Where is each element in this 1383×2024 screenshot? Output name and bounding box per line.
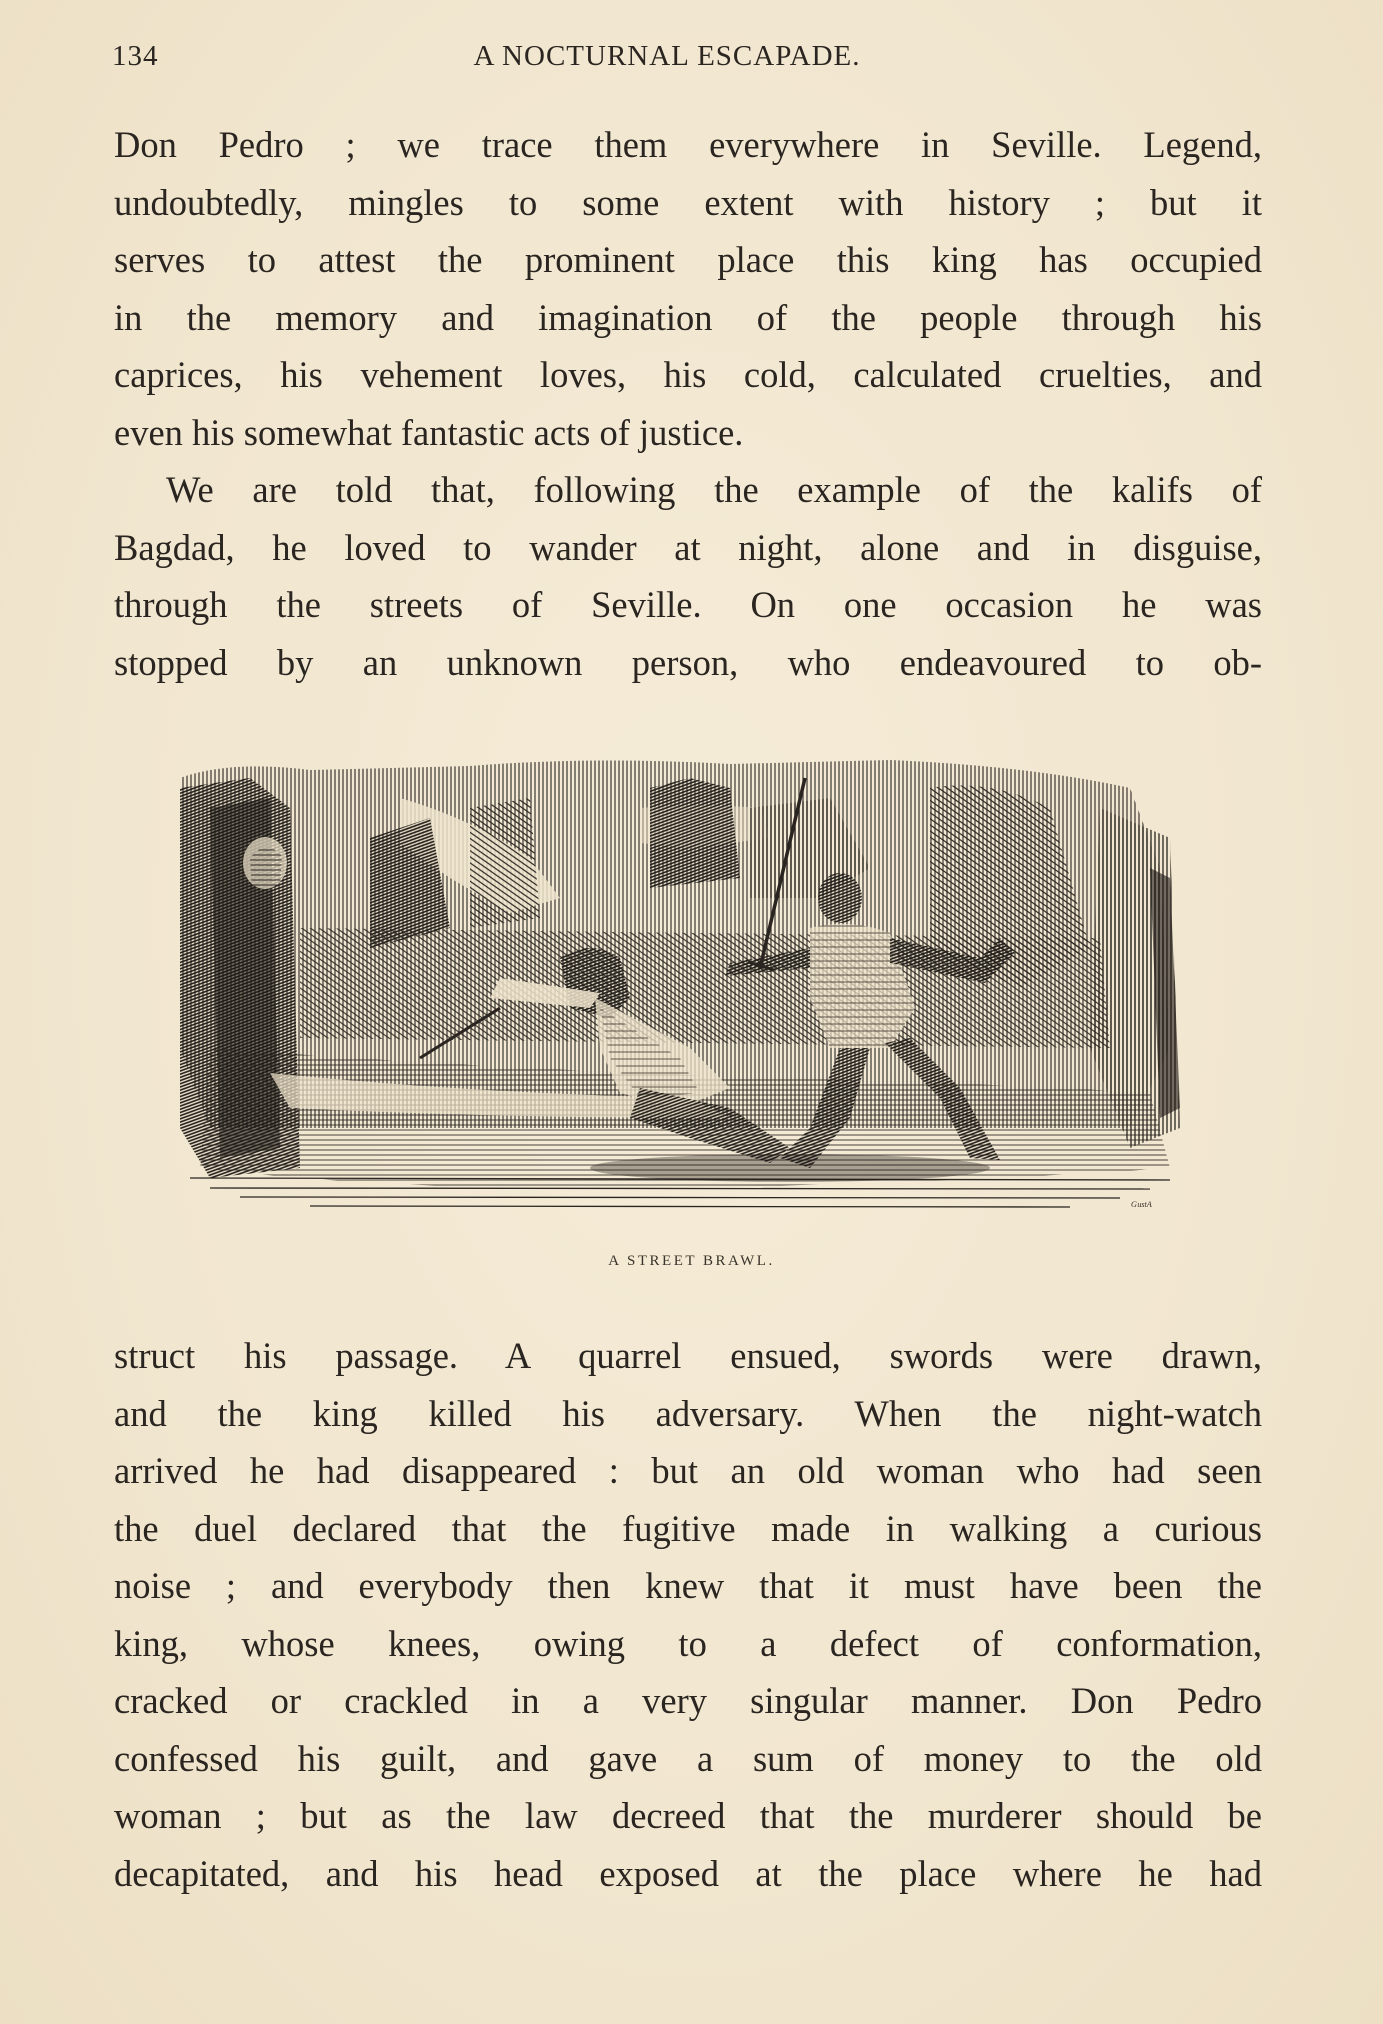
running-title: A NOCTURNAL ESCAPADE. — [473, 40, 861, 72]
text-line: arrived he had disappeared : but an old woman who had seen — [114, 1450, 1262, 1491]
text-line: caprices, his vehement loves, his cold, calculated cruelties, and — [114, 354, 1262, 395]
artist-signature: ᴳᵘˢᵗᴬ — [1130, 1200, 1152, 1215]
text-line: king, whose knees, owing to a defect of conformation, — [114, 1622, 1262, 1664]
text-line: the duel declared that the fugitive made in walking a curious — [114, 1507, 1262, 1549]
illustration-caption: A STREET BRAWL. — [608, 1253, 775, 1269]
text-line: and the king killed his adversary. When the night-watch — [114, 1392, 1262, 1434]
text-line: Bagdad, he loved to wander at night, alone and in disguise, — [114, 526, 1262, 568]
text-line: confessed his guilt, and gave a sum of money to the old — [114, 1737, 1262, 1779]
body-text-bottom — [114, 1327, 1262, 1902]
engraving-image — [170, 748, 1200, 1228]
text-line: decapitated, and his head exposed at the place where he had — [114, 1852, 1262, 1894]
text-line: We are told that, following the example of the kalifs of — [166, 469, 1262, 510]
text-line: noise ; and everybody then knew that it must have been the — [114, 1565, 1262, 1606]
page-number: 134 — [112, 40, 159, 72]
street-brawl-engraving — [170, 748, 1200, 1228]
text-line: struct his passage. A quarrel ensued, swords were drawn, — [114, 1335, 1262, 1376]
text-line: even his somewhat fantastic acts of justice. — [114, 411, 744, 453]
text-line: serves to attest the prominent place this king has occupied — [114, 239, 1262, 280]
text-line: stopped by an unknown person, who endeavoured to ob- — [114, 641, 1262, 683]
text-line: woman ; but as the law decreed that the murderer should be — [114, 1795, 1262, 1836]
text-line: in the memory and imagination of the people through his — [114, 296, 1262, 338]
text-line: through the streets of Seville. On one occasion he was — [114, 584, 1262, 625]
body-text-top — [114, 116, 1262, 691]
text-line: Don Pedro ; we trace them everywhere in Seville. Legend, — [114, 124, 1262, 165]
text-line: undoubtedly, mingles to some extent with history ; but it — [114, 181, 1262, 223]
running-head — [112, 40, 1262, 80]
text-line: cracked or crackled in a very singular manner. Don Pedro — [114, 1680, 1262, 1721]
